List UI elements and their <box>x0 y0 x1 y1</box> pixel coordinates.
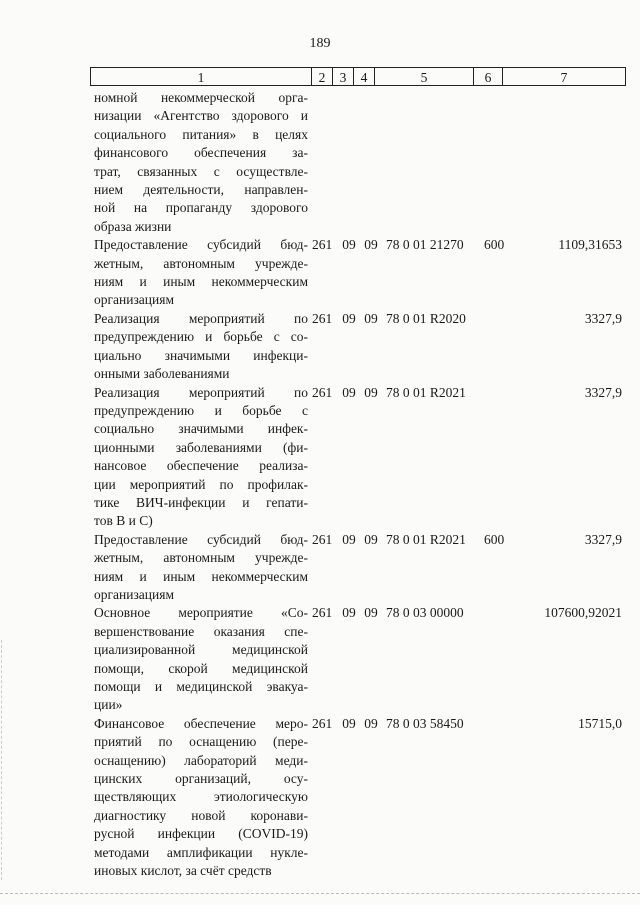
description-line: нием деятельности, направлен- <box>94 182 308 198</box>
description-line: диагностику новой коронави- <box>94 807 308 823</box>
description-line: финансового обеспечения за- <box>94 145 308 161</box>
subsection-code: 09 <box>364 715 378 731</box>
table-body <box>90 89 628 880</box>
row-description <box>90 531 308 605</box>
description-line: иновых кислот, за счёт средств <box>94 863 272 879</box>
description-line: жетным, автономным учрежде- <box>94 550 308 566</box>
description-line: ной на пропаганду здорового <box>94 200 308 216</box>
section-code: 09 <box>342 310 356 326</box>
description-line: ции мероприятий по профилак- <box>94 476 308 492</box>
admin-code: 261 <box>312 384 333 400</box>
row-description <box>90 384 308 531</box>
section-code: 09 <box>342 715 356 731</box>
expense-type-code: 600 <box>484 237 505 253</box>
subsection-code: 09 <box>364 384 378 400</box>
admin-code: 261 <box>312 531 333 547</box>
row-description <box>90 236 308 310</box>
description-line: тов В и С) <box>94 513 153 529</box>
scan-edge-line-left <box>1 640 2 880</box>
description-line: ционными заболеваниями (фи- <box>94 439 308 455</box>
section-code: 09 <box>342 237 356 253</box>
description-line: русной инфекции (COVID-19) <box>94 826 308 842</box>
table-row <box>90 236 628 310</box>
description-line: онными заболеваниями <box>94 366 230 382</box>
target-article-code: 78 0 01 R2020 <box>386 310 466 326</box>
section-code: 09 <box>342 531 356 547</box>
amount: 3327,9 <box>584 310 622 326</box>
description-line: Предоставление субсидий бюд- <box>94 531 308 547</box>
description-line: приятий по оснащению (пере- <box>94 734 308 750</box>
header-col-1: 1 <box>90 67 312 86</box>
header-col-6: 6 <box>473 67 503 86</box>
description-line: образа жизни <box>94 218 172 234</box>
target-article-code: 78 0 03 00000 <box>386 605 464 621</box>
admin-code: 261 <box>312 310 333 326</box>
admin-code: 261 <box>312 715 333 731</box>
description-line: социально значимыми инфек- <box>94 421 308 437</box>
section-code: 09 <box>342 605 356 621</box>
target-article-code: 78 0 03 58450 <box>386 715 464 731</box>
description-line: ции» <box>94 697 123 713</box>
table-header <box>90 67 628 87</box>
page-number: 189 <box>309 36 331 51</box>
section-code: 09 <box>342 384 356 400</box>
description-line: методами амплификации нукле- <box>94 844 308 860</box>
description-line: предупреждению и борьбе с со- <box>94 329 308 345</box>
header-col-5: 5 <box>374 67 474 86</box>
row-description <box>90 604 308 714</box>
description-line: оснащению) лабораторий меди- <box>94 752 308 768</box>
target-article-code: 78 0 01 R2021 <box>386 384 466 400</box>
description-line: Основное мероприятие «Со- <box>94 605 308 621</box>
scan-edge-line <box>0 893 640 894</box>
header-col-2: 2 <box>311 67 333 86</box>
description-line: циализированной медицинской <box>94 642 308 658</box>
description-line: предупреждению и борьбе с <box>94 402 308 418</box>
description-line: ществляющих этиологическую <box>94 789 308 805</box>
row-description <box>90 310 308 384</box>
description-line: низации «Агентство здорового и <box>94 108 308 124</box>
amount: 107600,92021 <box>544 605 622 621</box>
description-line: социального питания» в целях <box>94 126 308 142</box>
description-line: ниям и иным некоммерческим <box>94 274 308 290</box>
subsection-code: 09 <box>364 531 378 547</box>
amount: 3327,9 <box>584 531 622 547</box>
row-description <box>90 715 308 881</box>
amount: 1109,31653 <box>558 237 622 253</box>
description-line: трат, связанных с осуществле- <box>94 163 308 179</box>
table-row <box>90 89 628 236</box>
table-row <box>90 310 628 384</box>
admin-code: 261 <box>312 605 333 621</box>
description-line: вершенствование оказания спе- <box>94 623 308 639</box>
description-line: ниям и иным некоммерческим <box>94 568 308 584</box>
description-line: Финансовое обеспечение меро- <box>94 715 308 731</box>
header-col-4: 4 <box>353 67 375 86</box>
header-col-7: 7 <box>502 67 626 86</box>
description-line: тике ВИЧ-инфекции и гепати- <box>94 494 308 510</box>
description-line: помощи, скорой медицинской <box>94 660 308 676</box>
row-description <box>90 89 308 236</box>
description-line: организациям <box>94 586 175 602</box>
description-line: помощи и медицинской эвакуа- <box>94 679 308 694</box>
table-row <box>90 604 628 714</box>
description-line: жетным, автономным учрежде- <box>94 255 308 271</box>
subsection-code: 09 <box>364 237 378 253</box>
amount: 15715,0 <box>578 715 622 731</box>
admin-code: 261 <box>312 237 333 253</box>
target-article-code: 78 0 01 21270 <box>386 237 464 253</box>
description-line: Предоставление субсидий бюд- <box>94 237 308 253</box>
subsection-code: 09 <box>364 310 378 326</box>
description-line: Реализация мероприятий по <box>94 384 308 400</box>
expense-type-code: 600 <box>484 531 505 547</box>
table-row <box>90 531 628 605</box>
description-line: организациям <box>94 292 175 308</box>
header-col-3: 3 <box>332 67 354 86</box>
description-line: нансовое обеспечение реализа- <box>94 458 308 474</box>
table-row <box>90 715 628 881</box>
amount: 3327,9 <box>584 384 622 400</box>
description-line: Реализация мероприятий по <box>94 310 308 326</box>
description-line: номной некоммерческой орга- <box>94 90 308 105</box>
subsection-code: 09 <box>364 605 378 621</box>
table-row <box>90 384 628 531</box>
description-line: цинских организаций, осу- <box>94 771 308 787</box>
target-article-code: 78 0 01 R2021 <box>386 531 466 547</box>
description-line: циально значимыми инфекци- <box>94 347 308 363</box>
